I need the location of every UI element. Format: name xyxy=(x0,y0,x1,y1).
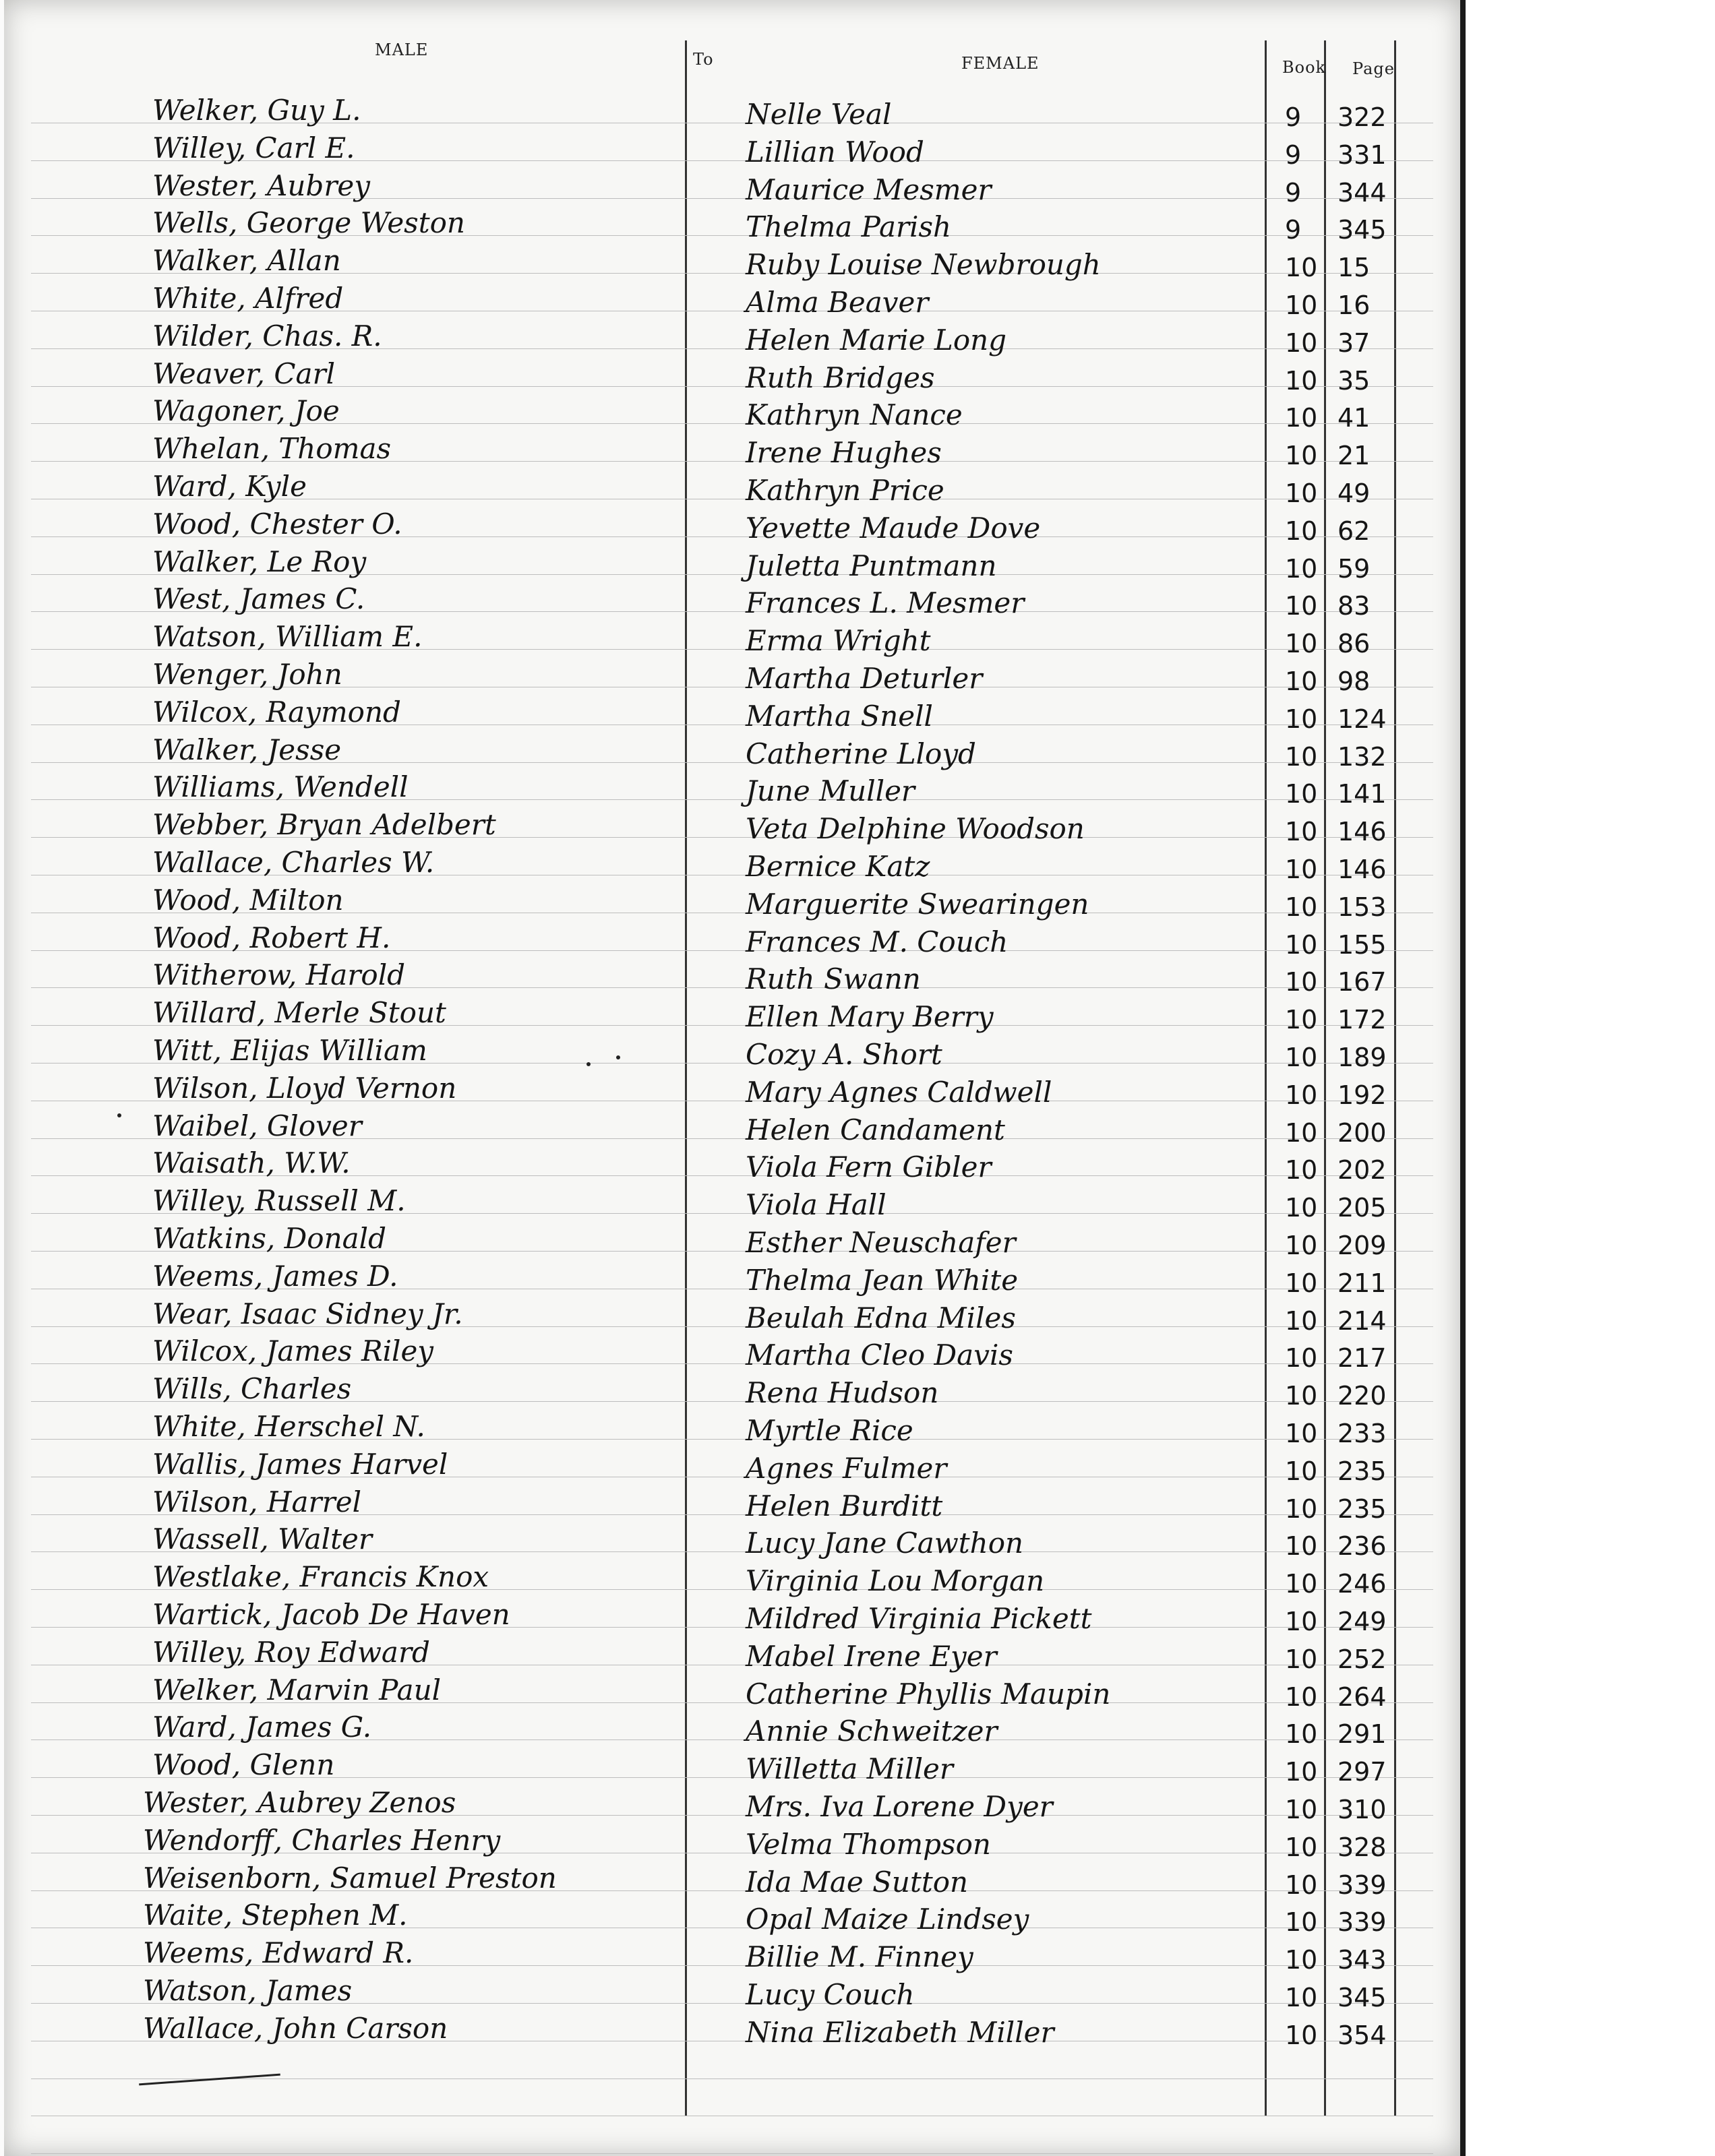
book-number: 10 xyxy=(1285,742,1318,772)
male-name: Weaver, Carl xyxy=(152,357,336,390)
female-name: Rena Hudson xyxy=(746,1376,939,1409)
male-name: Wear, Isaac Sidney Jr. xyxy=(152,1297,463,1330)
book-number: 10 xyxy=(1285,1983,1318,2012)
female-name: Martha Deturler xyxy=(746,662,983,695)
page-number: 211 xyxy=(1337,1268,1387,1298)
male-name: Ward, James G. xyxy=(152,1711,372,1744)
male-name: Waisath, W.W. xyxy=(152,1146,351,1179)
male-name: Ward, Kyle xyxy=(152,470,307,503)
book-number: 10 xyxy=(1285,1719,1318,1749)
page-number: 220 xyxy=(1337,1381,1387,1411)
page-number: 339 xyxy=(1337,1870,1387,1900)
header-page: Page xyxy=(1352,59,1395,78)
book-number: 10 xyxy=(1285,1644,1318,1674)
female-name: Beulah Edna Miles xyxy=(746,1301,1016,1334)
book-number: 10 xyxy=(1285,704,1318,734)
book-number: 10 xyxy=(1285,779,1318,809)
female-name: Ruth Swann xyxy=(746,962,921,995)
header-female: FEMALE xyxy=(961,54,1040,73)
female-name: Nelle Veal xyxy=(746,98,892,131)
book-number: 10 xyxy=(1285,930,1318,960)
page-number: 98 xyxy=(1337,667,1371,696)
book-number: 10 xyxy=(1285,1193,1318,1223)
book-number: 9 xyxy=(1285,140,1302,170)
page-number: 172 xyxy=(1337,1005,1387,1035)
book-number: 10 xyxy=(1285,366,1318,396)
column-divider-right xyxy=(1394,40,1396,2116)
page-number: 354 xyxy=(1337,2021,1387,2050)
female-name: Frances L. Mesmer xyxy=(746,586,1025,619)
book-number: 10 xyxy=(1285,1682,1318,1712)
book-number: 10 xyxy=(1285,591,1318,621)
page-number: 217 xyxy=(1337,1343,1387,1373)
book-number: 10 xyxy=(1285,1945,1318,1975)
page-number: 153 xyxy=(1337,892,1387,922)
female-name: Esther Neuschafer xyxy=(746,1226,1016,1259)
male-name: Willey, Carl E. xyxy=(152,131,355,164)
male-name: Watkins, Donald xyxy=(152,1222,386,1255)
male-name: Willard, Merle Stout xyxy=(152,996,446,1029)
male-name: Webber, Bryan Adelbert xyxy=(152,808,496,841)
book-number: 10 xyxy=(1285,629,1318,658)
male-name: Wood, Milton xyxy=(152,884,344,917)
book-number: 10 xyxy=(1285,1832,1318,1862)
female-name: Velma Thompson xyxy=(746,1828,991,1861)
book-number: 10 xyxy=(1285,817,1318,846)
page-number: 344 xyxy=(1337,178,1387,208)
book-number: 10 xyxy=(1285,667,1318,696)
book-number: 10 xyxy=(1285,1907,1318,1937)
book-number: 10 xyxy=(1285,554,1318,584)
rule-line xyxy=(31,2078,1433,2079)
female-name: Viola Hall xyxy=(746,1188,886,1221)
male-name: Witherow, Harold xyxy=(152,958,406,991)
ink-speck xyxy=(586,1062,591,1066)
male-name: Wilson, Lloyd Vernon xyxy=(152,1072,457,1105)
male-name: Wilcox, James Riley xyxy=(152,1334,434,1367)
female-name: Lucy Jane Cawthon xyxy=(746,1527,1024,1560)
female-name: Opal Maize Lindsey xyxy=(746,1903,1029,1936)
page-number: 205 xyxy=(1337,1193,1387,1223)
right-margin xyxy=(1467,0,1715,2156)
male-name: Waite, Stephen M. xyxy=(143,1899,408,1932)
header-book: Book xyxy=(1282,58,1327,77)
male-name: Watson, James xyxy=(143,1974,353,2007)
male-name: Willey, Russell M. xyxy=(152,1184,406,1217)
page-number: 21 xyxy=(1337,441,1371,470)
female-name: Helen Candament xyxy=(746,1113,1005,1146)
book-number: 10 xyxy=(1285,855,1318,884)
book-number: 10 xyxy=(1285,1343,1318,1373)
book-number: 10 xyxy=(1285,479,1318,508)
female-name: Marguerite Swearingen xyxy=(746,888,1089,921)
male-name: White, Herschel N. xyxy=(152,1410,425,1443)
column-divider-to xyxy=(685,40,687,2116)
page-number: 59 xyxy=(1337,554,1371,584)
page-number: 146 xyxy=(1337,817,1387,846)
page-number: 35 xyxy=(1337,366,1371,396)
female-name: Willetta Miller xyxy=(746,1752,953,1785)
male-name: Weisenborn, Samuel Preston xyxy=(143,1861,557,1895)
male-name: Wills, Charles xyxy=(152,1372,352,1405)
female-name: Juletta Puntmann xyxy=(746,549,997,582)
page-number: 252 xyxy=(1337,1644,1387,1674)
male-name: Walker, Le Roy xyxy=(152,545,367,578)
male-name: Wood, Chester O. xyxy=(152,507,402,541)
female-name: June Muller xyxy=(746,774,915,807)
female-name: Irene Hughes xyxy=(746,436,942,469)
page-number: 235 xyxy=(1337,1456,1387,1486)
page-number: 345 xyxy=(1337,1983,1387,2012)
male-name: Witt, Elijas William xyxy=(152,1034,427,1067)
page-number: 322 xyxy=(1337,102,1387,132)
book-number: 10 xyxy=(1285,1155,1318,1185)
book-number: 10 xyxy=(1285,1607,1318,1636)
book-number: 10 xyxy=(1285,1531,1318,1561)
page-number: 37 xyxy=(1337,328,1371,358)
page-number: 345 xyxy=(1337,215,1387,245)
male-name: Wester, Aubrey xyxy=(152,169,370,202)
male-name: Wallis, James Harvel xyxy=(152,1448,448,1481)
page-number: 246 xyxy=(1337,1569,1387,1599)
male-name: Wartick, Jacob De Haven xyxy=(152,1598,510,1631)
female-name: Catherine Lloyd xyxy=(746,737,976,770)
male-name: Wassell, Walter xyxy=(152,1522,372,1556)
page-number: 328 xyxy=(1337,1832,1387,1862)
female-name: Erma Wright xyxy=(746,624,931,657)
page-number: 132 xyxy=(1337,742,1387,772)
male-name: Wood, Glenn xyxy=(152,1748,335,1781)
female-name: Mabel Irene Eyer xyxy=(746,1640,997,1673)
page-number: 235 xyxy=(1337,1494,1387,1524)
male-name: Wallace, John Carson xyxy=(143,2012,448,2045)
page-number: 339 xyxy=(1337,1907,1387,1937)
book-number: 10 xyxy=(1285,1456,1318,1486)
book-number: 10 xyxy=(1285,1757,1318,1787)
page-number: 249 xyxy=(1337,1607,1387,1636)
book-number: 10 xyxy=(1285,1306,1318,1336)
male-name: Wells, George Weston xyxy=(152,206,465,239)
book-number: 10 xyxy=(1285,1419,1318,1448)
female-name: Mildred Virginia Pickett xyxy=(746,1602,1092,1635)
ledger-sheet xyxy=(4,0,1466,2156)
female-name: Nina Elizabeth Miller xyxy=(746,2016,1054,2049)
ink-speck xyxy=(616,1055,620,1059)
rule-line xyxy=(31,2153,1433,2154)
book-number: 10 xyxy=(1285,2021,1318,2050)
book-number: 10 xyxy=(1285,1795,1318,1824)
male-name: Walker, Jesse xyxy=(152,733,342,766)
male-name: Wilcox, Raymond xyxy=(152,696,401,729)
book-number: 10 xyxy=(1285,1494,1318,1524)
page-number: 291 xyxy=(1337,1719,1387,1749)
page-number: 189 xyxy=(1337,1043,1387,1072)
male-name: Wood, Robert H. xyxy=(152,921,391,954)
female-name: Billie M. Finney xyxy=(746,1940,973,1973)
book-number: 10 xyxy=(1285,1118,1318,1148)
book-number: 10 xyxy=(1285,516,1318,546)
page-number: 192 xyxy=(1337,1080,1387,1110)
female-name: Lucy Couch xyxy=(746,1978,915,2011)
page-number: 49 xyxy=(1337,479,1371,508)
page-number: 202 xyxy=(1337,1155,1387,1185)
male-name: Walker, Allan xyxy=(152,244,341,277)
female-name: Frances M. Couch xyxy=(746,925,1009,958)
book-number: 10 xyxy=(1285,1381,1318,1411)
book-number: 10 xyxy=(1285,1231,1318,1260)
female-name: Lillian Wood xyxy=(746,135,924,168)
male-name: White, Alfred xyxy=(152,282,344,315)
female-name: Cozy A. Short xyxy=(746,1038,942,1071)
book-number: 10 xyxy=(1285,1043,1318,1072)
book-number: 10 xyxy=(1285,967,1318,997)
male-name: Wagoner, Joe xyxy=(152,394,340,427)
female-name: Ida Mae Sutton xyxy=(746,1866,969,1899)
page-number: 236 xyxy=(1337,1531,1387,1561)
female-name: Yevette Maude Dove xyxy=(746,512,1041,545)
page-number: 214 xyxy=(1337,1306,1387,1336)
book-number: 9 xyxy=(1285,215,1302,245)
female-name: Thelma Parish xyxy=(746,210,952,243)
page-number: 86 xyxy=(1337,629,1371,658)
male-name: Wilson, Harrel xyxy=(152,1485,361,1518)
column-divider-page xyxy=(1324,40,1326,2116)
female-name: Catherine Phyllis Maupin xyxy=(746,1677,1111,1711)
column-divider-book xyxy=(1265,40,1267,2116)
female-name: Alma Beaver xyxy=(746,286,929,319)
page-number: 124 xyxy=(1337,704,1387,734)
female-name: Mary Agnes Caldwell xyxy=(746,1076,1052,1109)
male-name: Weems, Edward R. xyxy=(143,1936,414,1969)
page-number: 200 xyxy=(1337,1118,1387,1148)
male-name: Waibel, Glover xyxy=(152,1109,362,1142)
male-name: Whelan, Thomas xyxy=(152,432,392,465)
closing-underline xyxy=(139,2074,280,2086)
book-number: 10 xyxy=(1285,1005,1318,1035)
page-number: 83 xyxy=(1337,591,1371,621)
male-name: Wallace, Charles W. xyxy=(152,846,435,879)
page-number: 155 xyxy=(1337,930,1387,960)
male-name: West, James C. xyxy=(152,582,365,615)
page-number: 15 xyxy=(1337,253,1371,282)
book-number: 10 xyxy=(1285,441,1318,470)
page-number: 331 xyxy=(1337,140,1387,170)
header-to: To xyxy=(693,50,714,69)
female-name: Bernice Katz xyxy=(746,850,930,883)
female-name: Helen Marie Long xyxy=(746,324,1007,357)
female-name: Kathryn Nance xyxy=(746,398,963,431)
book-number: 10 xyxy=(1285,328,1318,358)
ink-speck xyxy=(117,1113,121,1117)
book-number: 10 xyxy=(1285,403,1318,433)
female-name: Viola Fern Gibler xyxy=(746,1150,992,1183)
female-name: Ruth Bridges xyxy=(746,361,935,394)
page-number: 297 xyxy=(1337,1757,1387,1787)
female-name: Mrs. Iva Lorene Dyer xyxy=(746,1790,1053,1823)
female-name: Annie Schweitzer xyxy=(746,1715,998,1748)
female-name: Martha Cleo Davis xyxy=(746,1338,1013,1372)
book-number: 10 xyxy=(1285,1870,1318,1900)
female-name: Ellen Mary Berry xyxy=(746,1000,994,1033)
page-number: 310 xyxy=(1337,1795,1387,1824)
female-name: Virginia Lou Morgan xyxy=(746,1564,1045,1597)
male-name: Wenger, John xyxy=(152,658,342,691)
female-name: Ruby Louise Newbrough xyxy=(746,248,1101,281)
book-number: 10 xyxy=(1285,1268,1318,1298)
male-name: Williams, Wendell xyxy=(152,770,409,803)
female-name: Helen Burditt xyxy=(746,1489,943,1522)
book-number: 9 xyxy=(1285,178,1302,208)
book-number: 10 xyxy=(1285,1569,1318,1599)
book-number: 9 xyxy=(1285,102,1302,132)
male-name: Wester, Aubrey Zenos xyxy=(143,1786,456,1819)
female-name: Veta Delphine Woodson xyxy=(746,812,1085,845)
page-number: 62 xyxy=(1337,516,1371,546)
female-name: Kathryn Price xyxy=(746,474,944,507)
book-number: 10 xyxy=(1285,892,1318,922)
page-number: 16 xyxy=(1337,290,1371,320)
page-number: 146 xyxy=(1337,855,1387,884)
book-number: 10 xyxy=(1285,253,1318,282)
female-name: Martha Snell xyxy=(746,700,933,733)
female-name: Agnes Fulmer xyxy=(746,1452,947,1485)
male-name: Watson, William E. xyxy=(152,620,423,653)
female-name: Thelma Jean White xyxy=(746,1264,1019,1297)
male-name: Willey, Roy Edward xyxy=(152,1636,430,1669)
female-name: Maurice Mesmer xyxy=(746,173,992,206)
male-name: Welker, Guy L. xyxy=(152,94,361,127)
page-number: 41 xyxy=(1337,403,1371,433)
female-name: Myrtle Rice xyxy=(746,1414,913,1447)
male-name: Wendorff, Charles Henry xyxy=(143,1824,501,1857)
page-number: 209 xyxy=(1337,1231,1387,1260)
page-number: 264 xyxy=(1337,1682,1387,1712)
male-name: Westlake, Francis Knox xyxy=(152,1560,489,1593)
book-number: 10 xyxy=(1285,290,1318,320)
male-name: Welker, Marvin Paul xyxy=(152,1673,442,1706)
page-number: 141 xyxy=(1337,779,1387,809)
page-number: 233 xyxy=(1337,1419,1387,1448)
male-name: Weems, James D. xyxy=(152,1260,398,1293)
page-number: 167 xyxy=(1337,967,1387,997)
book-number: 10 xyxy=(1285,1080,1318,1110)
page-number: 343 xyxy=(1337,1945,1387,1975)
header-male: MALE xyxy=(375,40,429,59)
male-name: Wilder, Chas. R. xyxy=(152,319,382,352)
